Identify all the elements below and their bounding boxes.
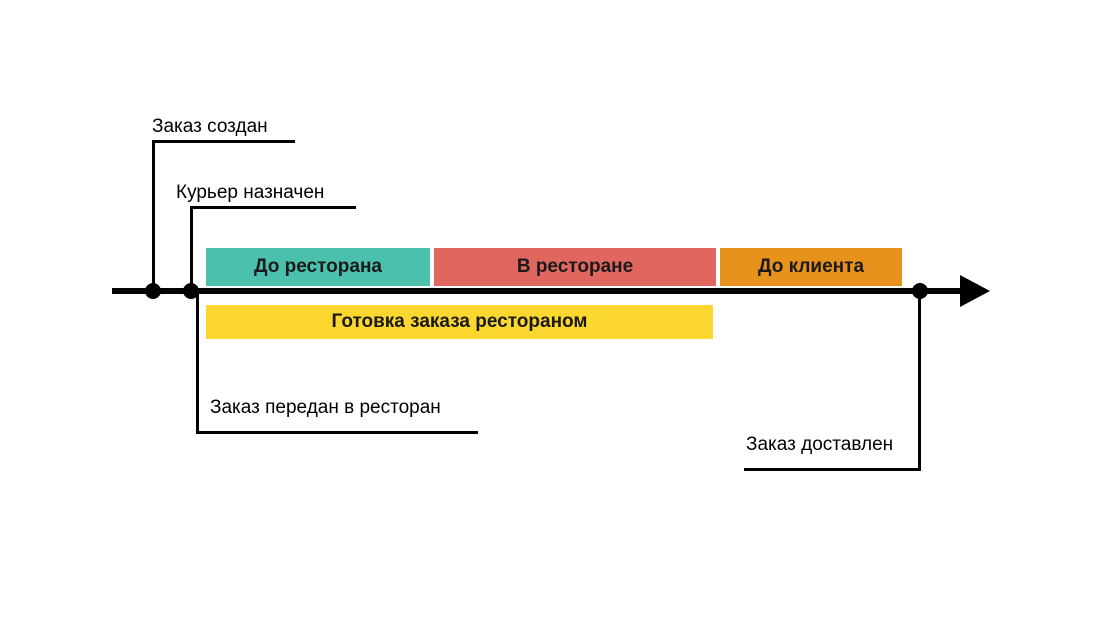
leader-line-order-created-vertical [152, 140, 155, 290]
leader-line-courier-assigned-horizontal [190, 206, 356, 209]
phase-bar-to-client[interactable] [720, 248, 902, 286]
leader-line-order-delivered-horizontal [744, 468, 921, 471]
phase-bar-restaurant-cooking-label: Готовка заказа рестораном [331, 311, 588, 332]
phase-bar-at-restaurant-label: В ресторане [516, 256, 634, 277]
leader-line-order-created-horizontal [152, 140, 295, 143]
phase-bar-to-restaurant[interactable] [206, 248, 430, 286]
leader-line-courier-assigned-vertical [190, 206, 193, 290]
leader-line-order-delivered-vertical [918, 291, 921, 471]
timeline-axis [112, 288, 974, 294]
timeline-arrow-icon [960, 275, 990, 307]
phase-bar-to-restaurant-label: До ресторана [253, 256, 383, 277]
phase-bar-restaurant-cooking[interactable] [206, 305, 713, 339]
milestone-label-order-delivered: Заказ доставлен [746, 434, 894, 455]
leader-line-order-to-restaurant-vertical [196, 291, 199, 434]
milestone-label-courier-assigned: Курьер назначен [176, 182, 325, 203]
milestone-label-order-created: Заказ создан [152, 116, 268, 137]
milestone-label-order-to-restaurant: Заказ передан в ресторан [210, 397, 441, 418]
leader-line-order-to-restaurant-horizontal [196, 431, 478, 434]
phase-bar-to-client-label: До клиента [757, 256, 865, 277]
phase-bar-at-restaurant[interactable] [434, 248, 716, 286]
